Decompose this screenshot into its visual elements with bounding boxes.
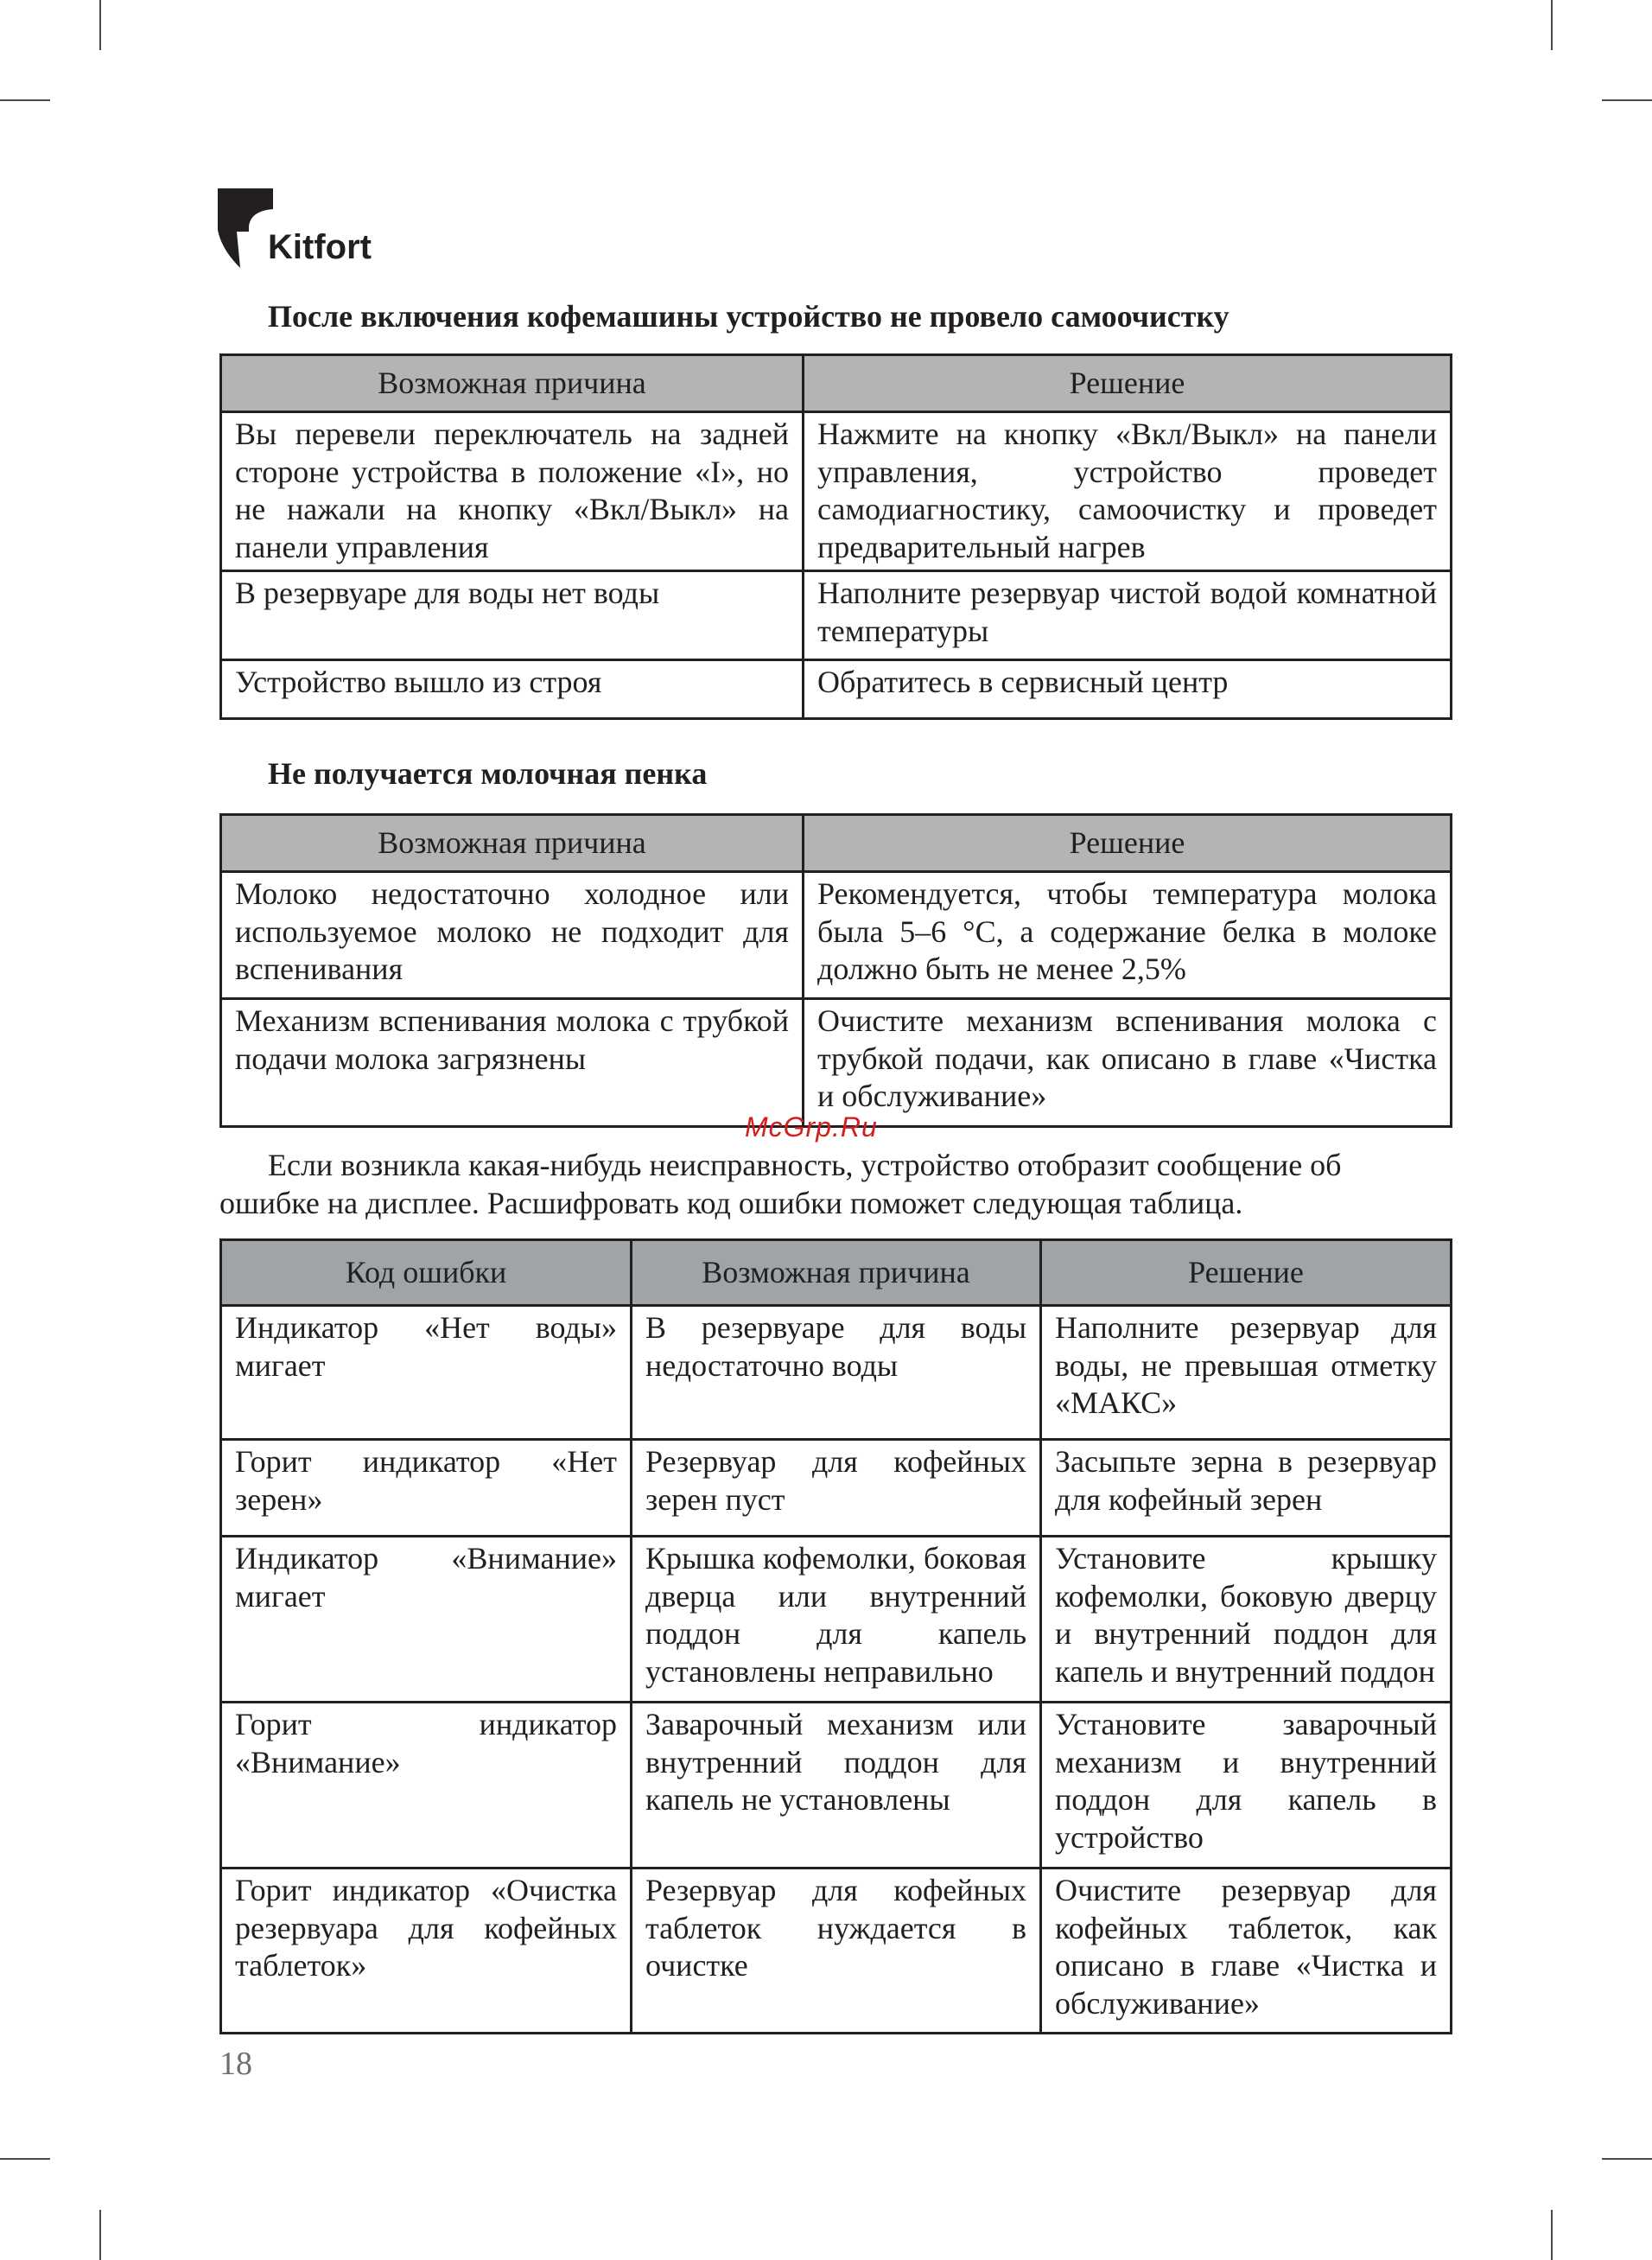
- table-row: [221, 1537, 1452, 1703]
- cause-cell: В резервуаре для воды нет воды: [221, 571, 804, 660]
- table-row: [221, 412, 1452, 571]
- crop-mark: [0, 99, 50, 101]
- crop-mark: [1602, 2158, 1652, 2160]
- section-heading-self-cleaning: После включения кофемашины устройство не провело самоочистку: [268, 299, 1229, 334]
- self-cleaning-troubleshooting-table: [219, 353, 1452, 720]
- page-number: 18: [219, 2046, 252, 2082]
- solution-cell: Обратитесь в сервисный центр: [804, 660, 1452, 719]
- table-header-row: [221, 815, 1452, 872]
- error-code-cell: Горит индикатор «Очистка резервуара для кофейных таблеток»: [221, 1868, 632, 2034]
- paragraph-line: ошибке на дисплее. Расшифровать код ошибки поможет следующая таблица.: [219, 1186, 1243, 1220]
- solution-cell: Установите крышку кофемолки, боковую дверцу и внутренний поддон для капель и внутренний поддон: [1041, 1537, 1452, 1703]
- cause-cell: Механизм вспенивания молока с трубкой подачи молока загрязнены: [221, 999, 804, 1127]
- table-row: [221, 1306, 1452, 1440]
- column-header-cause: Возможная причина: [221, 815, 804, 872]
- solution-cell: Очистите резервуар для кофейных таблеток, как описано в главе «Чистка и обслуживание»: [1041, 1868, 1452, 2034]
- solution-cell: Наполните резервуар для воды, не превышая отметку «МАКС»: [1041, 1306, 1452, 1440]
- column-header-cause: Возможная причина: [221, 355, 804, 412]
- kitfort-logo-icon: [218, 188, 273, 268]
- table-row: [221, 660, 1452, 719]
- error-code-cell: Индикатор «Внимание» мигает: [221, 1537, 632, 1703]
- cause-cell: В резервуаре для воды недостаточно воды: [632, 1306, 1041, 1440]
- crop-mark: [99, 2210, 101, 2260]
- cause-cell: Резервуар для кофейных таблеток нуждается в очистке: [632, 1868, 1041, 2034]
- table-row: [221, 571, 1452, 660]
- section-heading-milk-foam: Не получается молочная пенка: [268, 756, 708, 791]
- solution-cell: Засыпьте зерна в резервуар для кофейный зерен: [1041, 1440, 1452, 1537]
- table-row: [221, 999, 1452, 1127]
- column-header-solution: Решение: [1041, 1240, 1452, 1306]
- column-header-error-code: Код ошибки: [221, 1240, 632, 1306]
- cause-cell: Вы перевели переключатель на задней стороне устройства в положение «I», но не нажали на кнопку «Вкл/Выкл» на панели управления: [221, 412, 804, 571]
- solution-cell: Установите заварочный механизм и внутренний поддон для капель в устройство: [1041, 1703, 1452, 1868]
- cause-cell: Заварочный механизм или внутренний поддон для капель не установлены: [632, 1703, 1041, 1868]
- solution-cell: Очистите механизм вспенивания молока с трубкой подачи, как описано в главе «Чистка и обслуживание»: [804, 999, 1452, 1127]
- error-code-cell: Индикатор «Нет воды» мигает: [221, 1306, 632, 1440]
- crop-mark: [1602, 99, 1652, 101]
- paragraph-line: Если возникла какая-нибудь неисправность, устройство отобразит сообщение об: [268, 1148, 1342, 1182]
- watermark: McGrp.Ru: [745, 1111, 878, 1143]
- cause-cell: Крышка кофемолки, боковая дверца или внутренний поддон для капель установлены неправильно: [632, 1537, 1041, 1703]
- cause-cell: Резервуар для кофейных зерен пуст: [632, 1440, 1041, 1537]
- error-code-cell: Горит индикатор «Внимание»: [221, 1703, 632, 1868]
- cause-cell: Молоко недостаточно холодное или используемое молоко не подходит для вспенивания: [221, 872, 804, 999]
- error-codes-table: [219, 1238, 1452, 2034]
- solution-cell: Нажмите на кнопку «Вкл/Выкл» на панели управления, устройство проведет самодиагностику, самоочистку и проведет предварительный нагрев: [804, 412, 1452, 571]
- table-row: [221, 872, 1452, 999]
- column-header-cause: Возможная причина: [632, 1240, 1041, 1306]
- solution-cell: Рекомендуется, чтобы температура молока была 5–6 °C, а содержание белка в молоке должно быть не менее 2,5%: [804, 872, 1452, 999]
- brand-logo: [218, 188, 372, 268]
- milk-foam-troubleshooting-table: [219, 813, 1452, 1128]
- solution-cell: Наполните резервуар чистой водой комнатной температуры: [804, 571, 1452, 660]
- table-header-row: [221, 355, 1452, 412]
- cause-cell: Устройство вышло из строя: [221, 660, 804, 719]
- error-codes-intro-paragraph: [219, 1146, 1450, 1222]
- crop-mark: [0, 2158, 50, 2160]
- column-header-solution: Решение: [804, 355, 1452, 412]
- table-header-row: [221, 1240, 1452, 1306]
- crop-mark: [99, 0, 101, 50]
- table-row: [221, 1868, 1452, 2034]
- column-header-solution: Решение: [804, 815, 1452, 872]
- crop-mark: [1551, 2210, 1553, 2260]
- error-code-cell: Горит индикатор «Нет зерен»: [221, 1440, 632, 1537]
- table-row: [221, 1440, 1452, 1537]
- brand-name: Kitfort: [268, 228, 372, 266]
- table-row: [221, 1703, 1452, 1868]
- crop-mark: [1551, 0, 1553, 50]
